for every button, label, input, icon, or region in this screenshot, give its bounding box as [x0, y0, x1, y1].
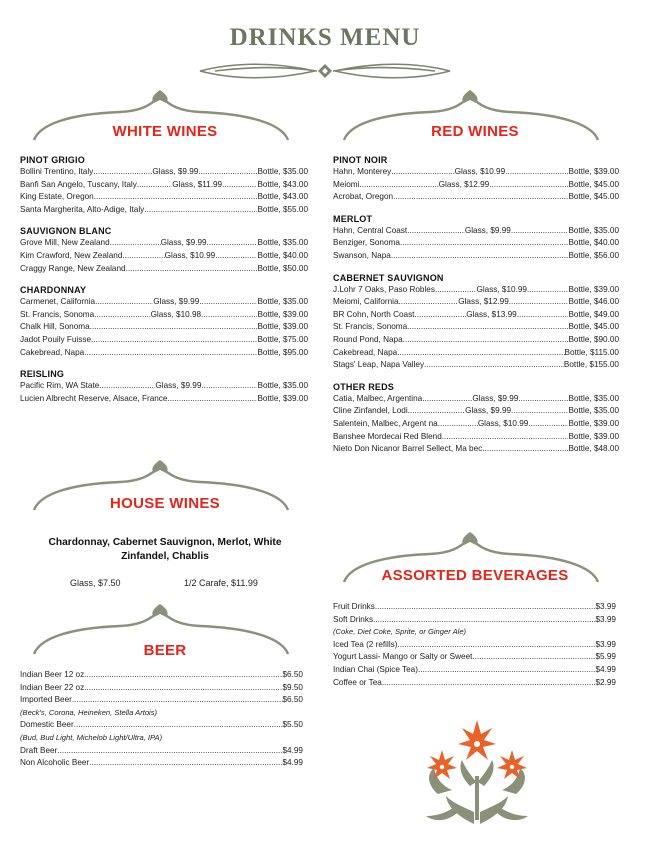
dot-leader — [393, 191, 568, 204]
wine-row — [333, 321, 619, 334]
glass-price: Glass, $12.99 — [458, 297, 509, 307]
bottle-price: Bottle, $50.00 — [257, 263, 308, 273]
dot-leader — [414, 309, 466, 322]
dot-leader — [222, 179, 257, 192]
wine-name: Acrobat, Oregon — [333, 192, 394, 202]
wine-name: Salentein, Malbec, Argent na — [333, 418, 438, 428]
wine-row — [333, 191, 619, 204]
assorted-beverages-heading: ASSORTED BEVERAGES — [381, 567, 569, 584]
wine-name: BR Cohn, North Coast — [333, 309, 415, 319]
dot-leader — [201, 309, 257, 322]
dot-leader — [422, 393, 472, 406]
dot-leader — [382, 677, 596, 690]
bottle-price: Bottle, $56.00 — [568, 250, 619, 260]
item-name: Imported Beer — [20, 695, 72, 705]
glass-price: Glass, $9.99 — [155, 381, 202, 391]
item-name: Draft Beer — [20, 745, 58, 755]
scroll-divider-icon — [195, 60, 455, 82]
dot-leader — [397, 639, 595, 652]
menu-item-row — [333, 639, 616, 652]
bottle-price: Bottle, $40.00 — [568, 238, 619, 248]
glass-price: Glass, $10.98 — [150, 309, 202, 319]
glass-price: Glass, $10.99 — [454, 167, 506, 176]
dot-leader — [86, 669, 282, 682]
dot-leader — [418, 664, 596, 677]
item-note: (Beck's, Corona, Heineken, Stella Artois) — [20, 707, 158, 717]
dot-leader — [137, 179, 172, 192]
item-name: Yogurt Lassi- Mango or Salty or Sweet — [333, 652, 473, 662]
wine-name: Meiomi — [333, 179, 360, 189]
glass-price: Glass, $11.99 — [172, 179, 223, 189]
wine-category-heading: CHARDONNAY — [20, 285, 87, 296]
dot-leader — [110, 237, 161, 250]
wine-name: Cakebread, Napa — [333, 347, 398, 357]
dot-leader — [517, 309, 569, 322]
bottle-price: Bottle, $35.00 — [257, 381, 308, 391]
menu-item-row — [20, 745, 303, 758]
item-price: $5.99 — [595, 652, 616, 662]
dot-leader — [84, 347, 257, 360]
bottle-price: Bottle, $39.00 — [568, 431, 619, 441]
item-name: Coffee or Tea — [333, 677, 382, 687]
wine-row — [333, 334, 619, 347]
menu-item-row — [20, 757, 303, 770]
dot-leader — [94, 191, 258, 204]
dot-leader — [438, 418, 478, 431]
wine-row — [20, 309, 308, 322]
wine-row — [333, 225, 619, 238]
wine-row — [20, 380, 308, 393]
red-wines-heading: RED WINES — [431, 123, 519, 140]
wine-row — [333, 250, 619, 263]
wine-name: Chalk Hill, Sonoma — [20, 322, 90, 332]
wine-category-heading: OTHER REDS — [333, 381, 395, 392]
house-wines-heading: HOUSE WINES — [110, 495, 220, 512]
item-price: $2.99 — [595, 677, 616, 687]
wine-name: Santa Margherita, Alto-Adige, Italy — [20, 204, 145, 214]
item-note: (Bud, Bud Light, Michelob Light/Ultra, IPA) — [20, 732, 163, 742]
bottle-price: Bottle, $35.00 — [568, 393, 619, 403]
wine-row — [20, 347, 308, 360]
dot-leader — [509, 296, 569, 309]
assorted-beverages-list — [333, 601, 616, 689]
glass-price: Glass, $13.99 — [466, 309, 517, 319]
glass-price: Glass, $9.99 — [152, 167, 199, 176]
dot-leader — [489, 179, 568, 192]
wine-name: Bollini Trentino, Italy — [20, 167, 94, 176]
wine-name: Jadot Pouily Fuisse — [20, 334, 91, 344]
dot-leader — [518, 393, 568, 406]
item-price: $6.50 — [282, 670, 303, 679]
wine-row — [20, 263, 308, 276]
dot-leader — [199, 296, 257, 309]
dot-leader — [527, 284, 569, 297]
wine-row — [333, 296, 619, 309]
item-name: Domestic Beer — [20, 720, 74, 730]
dot-leader — [122, 250, 164, 263]
dot-leader — [126, 263, 258, 276]
dot-leader — [198, 166, 257, 179]
wine-row — [333, 166, 619, 179]
item-name: Indian Chai (Spice Tea) — [333, 664, 418, 674]
glass-price: Glass, $9.99 — [160, 238, 207, 248]
page-title: DRINKS MENU — [229, 24, 421, 51]
dot-leader — [167, 393, 257, 406]
bottle-price: Bottle, $55.00 — [257, 204, 308, 214]
wine-name: Carmenet, California — [20, 297, 96, 307]
bottle-price: Bottle, $155.00 — [563, 360, 619, 370]
item-name: Non Alcoholic Beer — [20, 758, 90, 768]
wine-row — [20, 191, 308, 204]
wine-name: Craggy Range, New Zealand — [20, 263, 126, 273]
dot-leader — [505, 166, 568, 179]
wine-name: Kim Crawford, New Zealand — [20, 250, 123, 260]
wine-row — [20, 204, 308, 217]
bottle-price: Bottle, $39.00 — [257, 322, 308, 332]
dot-leader — [86, 682, 282, 695]
wine-category-heading: CABERNET SAUVIGNON — [333, 272, 444, 283]
wine-name: St. Francis, Sonoma — [333, 322, 408, 332]
dot-leader — [391, 250, 569, 263]
bottle-price: Bottle, $40.00 — [257, 250, 308, 260]
item-name: Fruit Drinks — [333, 602, 375, 611]
dot-leader — [359, 179, 438, 192]
dot-leader — [472, 651, 595, 664]
item-name: Iced Tea (2 refills) — [333, 639, 398, 649]
glass-price: Glass, $12.99 — [438, 179, 490, 189]
item-price: $9.50 — [282, 682, 303, 692]
glass-price: Glass, $9.99 — [465, 406, 512, 416]
menu-item-row — [333, 664, 616, 677]
wine-name: Hahn, Central Coast — [333, 225, 408, 235]
menu-item-row — [20, 694, 303, 707]
dot-leader — [72, 694, 283, 707]
wine-name: Cakebread, Napa — [20, 347, 85, 357]
dot-leader — [511, 405, 568, 418]
menu-item-row — [20, 719, 303, 732]
wine-name: Round Pond, Napa — [333, 334, 403, 344]
item-price: $3.99 — [595, 602, 616, 611]
item-price: $5.50 — [282, 720, 303, 730]
dot-leader — [397, 347, 564, 360]
wine-name: Meiomi, California — [333, 297, 399, 307]
dot-leader — [400, 237, 569, 250]
dot-leader — [57, 745, 282, 758]
house-glass-price: Glass, $7.50 — [70, 578, 121, 588]
menu-item-row — [333, 601, 616, 614]
wine-name: Benziger, Sonoma — [333, 238, 400, 248]
dot-leader — [399, 296, 459, 309]
wine-name: J.Lohr 7 Oaks, Paso Robles — [333, 284, 435, 294]
bottle-price: Bottle, $39.00 — [568, 284, 619, 294]
item-price: $4.99 — [282, 758, 303, 768]
wine-name: Grove Mill, New Zealand — [20, 238, 110, 248]
red-wines-list — [333, 155, 619, 456]
dot-leader — [95, 296, 153, 309]
wine-row — [20, 334, 308, 347]
wine-row — [20, 237, 308, 250]
wine-row — [20, 296, 308, 309]
wine-row — [333, 179, 619, 192]
bottle-price: Bottle, $45.00 — [568, 179, 619, 189]
wine-name: St. Francis, Sonoma — [20, 309, 95, 319]
dot-leader — [435, 284, 477, 297]
item-name: Indian Beer 22 oz. — [20, 682, 87, 692]
item-price: $4.99 — [282, 745, 303, 755]
dot-leader — [215, 250, 257, 263]
wine-row — [20, 393, 308, 406]
dot-leader — [528, 418, 568, 431]
wine-row — [333, 237, 619, 250]
wine-row — [333, 347, 619, 360]
dot-leader — [407, 225, 465, 238]
item-name: Indian Beer 12 oz. — [20, 670, 87, 679]
glass-price: Glass, $10.99 — [476, 284, 527, 294]
bottle-price: Bottle, $39.00 — [257, 393, 308, 403]
bottle-price: Bottle, $39.00 — [568, 418, 619, 428]
white-wines-list — [20, 155, 308, 405]
dot-leader — [91, 334, 257, 347]
wine-row — [333, 309, 619, 322]
bottle-price: Bottle, $43.00 — [257, 192, 308, 202]
wine-row — [333, 431, 619, 444]
dot-leader — [94, 309, 150, 322]
dot-leader — [424, 359, 564, 372]
dot-leader — [442, 431, 569, 444]
wine-name: King Estate, Oregon — [20, 192, 94, 202]
menu-item-row — [20, 669, 303, 682]
wine-name: Banshee Mordecai Red Blend — [333, 431, 442, 441]
wine-name: Swanson, Napa — [333, 250, 391, 260]
bottle-price: Bottle, $35.00 — [568, 225, 619, 235]
bottle-price: Bottle, $45.00 — [568, 192, 619, 202]
dot-leader — [511, 225, 569, 238]
item-note: (Coke, Diet Coke, Sprite, or Ginger Ale) — [333, 627, 467, 637]
wine-category-heading: MERLOT — [333, 213, 373, 224]
menu-item-row — [20, 682, 303, 695]
dot-leader — [375, 601, 596, 614]
bottle-price: Bottle, $39.00 — [257, 309, 308, 319]
item-price: $3.99 — [595, 639, 616, 649]
glass-price: Glass, $10.99 — [477, 418, 529, 428]
menu-item-row — [333, 614, 616, 627]
wine-category-heading: SAUVIGNON BLANC — [20, 226, 112, 237]
bottle-price: Bottle, $39.00 — [568, 167, 619, 176]
wine-row — [333, 284, 619, 297]
glass-price: Glass, $9.99 — [464, 225, 511, 235]
wine-row — [20, 166, 308, 179]
wine-category-heading: PINOT NOIR — [333, 155, 388, 165]
bottle-price: Bottle, $75.00 — [257, 334, 308, 344]
glass-price: Glass, $9.99 — [472, 393, 519, 403]
wine-row — [333, 359, 619, 372]
bottle-price: Bottle, $35.00 — [257, 238, 308, 248]
bottle-price: Bottle, $95.00 — [257, 347, 308, 357]
wine-name: Lucien Albrecht Reserve, Alsace, France — [20, 393, 168, 403]
white-wines-heading: WHITE WINES — [112, 123, 218, 140]
wine-name: Pacific Rim, WA State — [20, 381, 100, 391]
item-price: $6.50 — [282, 695, 303, 705]
wine-row — [333, 405, 619, 418]
wine-row — [333, 393, 619, 406]
bottle-price: Bottle, $90.00 — [568, 334, 619, 344]
wine-category-heading: REISLING — [20, 369, 65, 380]
bottle-price: Bottle, $35.00 — [257, 297, 308, 307]
bottle-price: Bottle, $49.00 — [568, 309, 619, 319]
house-carafe-price: 1/2 Carafe, $11.99 — [184, 578, 258, 588]
wine-name: Stags' Leap, Napa Valley — [333, 360, 425, 370]
dot-leader — [89, 757, 282, 770]
glass-price: Glass, $9.99 — [153, 297, 200, 307]
wine-row — [20, 179, 308, 192]
wine-row — [333, 443, 619, 456]
bottle-price: Bottle, $45.00 — [568, 322, 619, 332]
item-price: $4.99 — [595, 664, 616, 674]
dot-leader — [373, 614, 595, 627]
bottle-price: Bottle, $43.00 — [257, 179, 308, 189]
wine-category-heading: PINOT GRIGIO — [20, 155, 85, 165]
dot-leader — [391, 166, 454, 179]
dot-leader — [144, 204, 257, 217]
wine-row — [20, 250, 308, 263]
dot-leader — [201, 380, 257, 393]
item-price: $3.99 — [595, 614, 616, 624]
dot-leader — [93, 166, 152, 179]
flower-ornament-icon — [418, 716, 536, 828]
dot-leader — [74, 719, 283, 732]
dot-leader — [407, 321, 568, 334]
wine-name: Hahn, Monterey — [333, 167, 392, 176]
menu-item-row — [333, 677, 616, 690]
wine-row — [333, 418, 619, 431]
menu-item-row — [333, 651, 616, 664]
wine-row — [20, 321, 308, 334]
wine-name: Nieto Don Nicanor Barrel Sellect, Ma bec — [333, 444, 483, 454]
bottle-price: Bottle, $115.00 — [564, 347, 619, 357]
dot-leader — [403, 334, 569, 347]
dot-leader — [99, 380, 155, 393]
glass-price: Glass, $10.99 — [164, 250, 216, 260]
dot-leader — [90, 321, 258, 334]
beer-heading: BEER — [143, 642, 187, 659]
item-name: Soft Drinks — [333, 614, 374, 624]
wine-name: Catia, Malbec, Argentina — [333, 393, 423, 403]
beer-list — [20, 669, 303, 770]
dot-leader — [207, 237, 258, 250]
house-wines-varietals: Chardonnay, Cabernet Sauvignon, Merlot, White Zinfandel, Chablis — [48, 537, 282, 562]
bottle-price: Bottle, $48.00 — [568, 444, 619, 454]
dot-leader — [408, 405, 465, 418]
wine-name: Cline Zinfandel, Lodi — [333, 406, 408, 416]
bottle-price: Bottle, $35.00 — [568, 406, 619, 416]
bottle-price: Bottle, $35.00 — [257, 167, 308, 176]
bottle-price: Bottle, $46.00 — [568, 297, 619, 307]
dot-leader — [482, 443, 568, 456]
wine-name: Banfi San Angelo, Tuscany, Italy — [20, 179, 137, 189]
